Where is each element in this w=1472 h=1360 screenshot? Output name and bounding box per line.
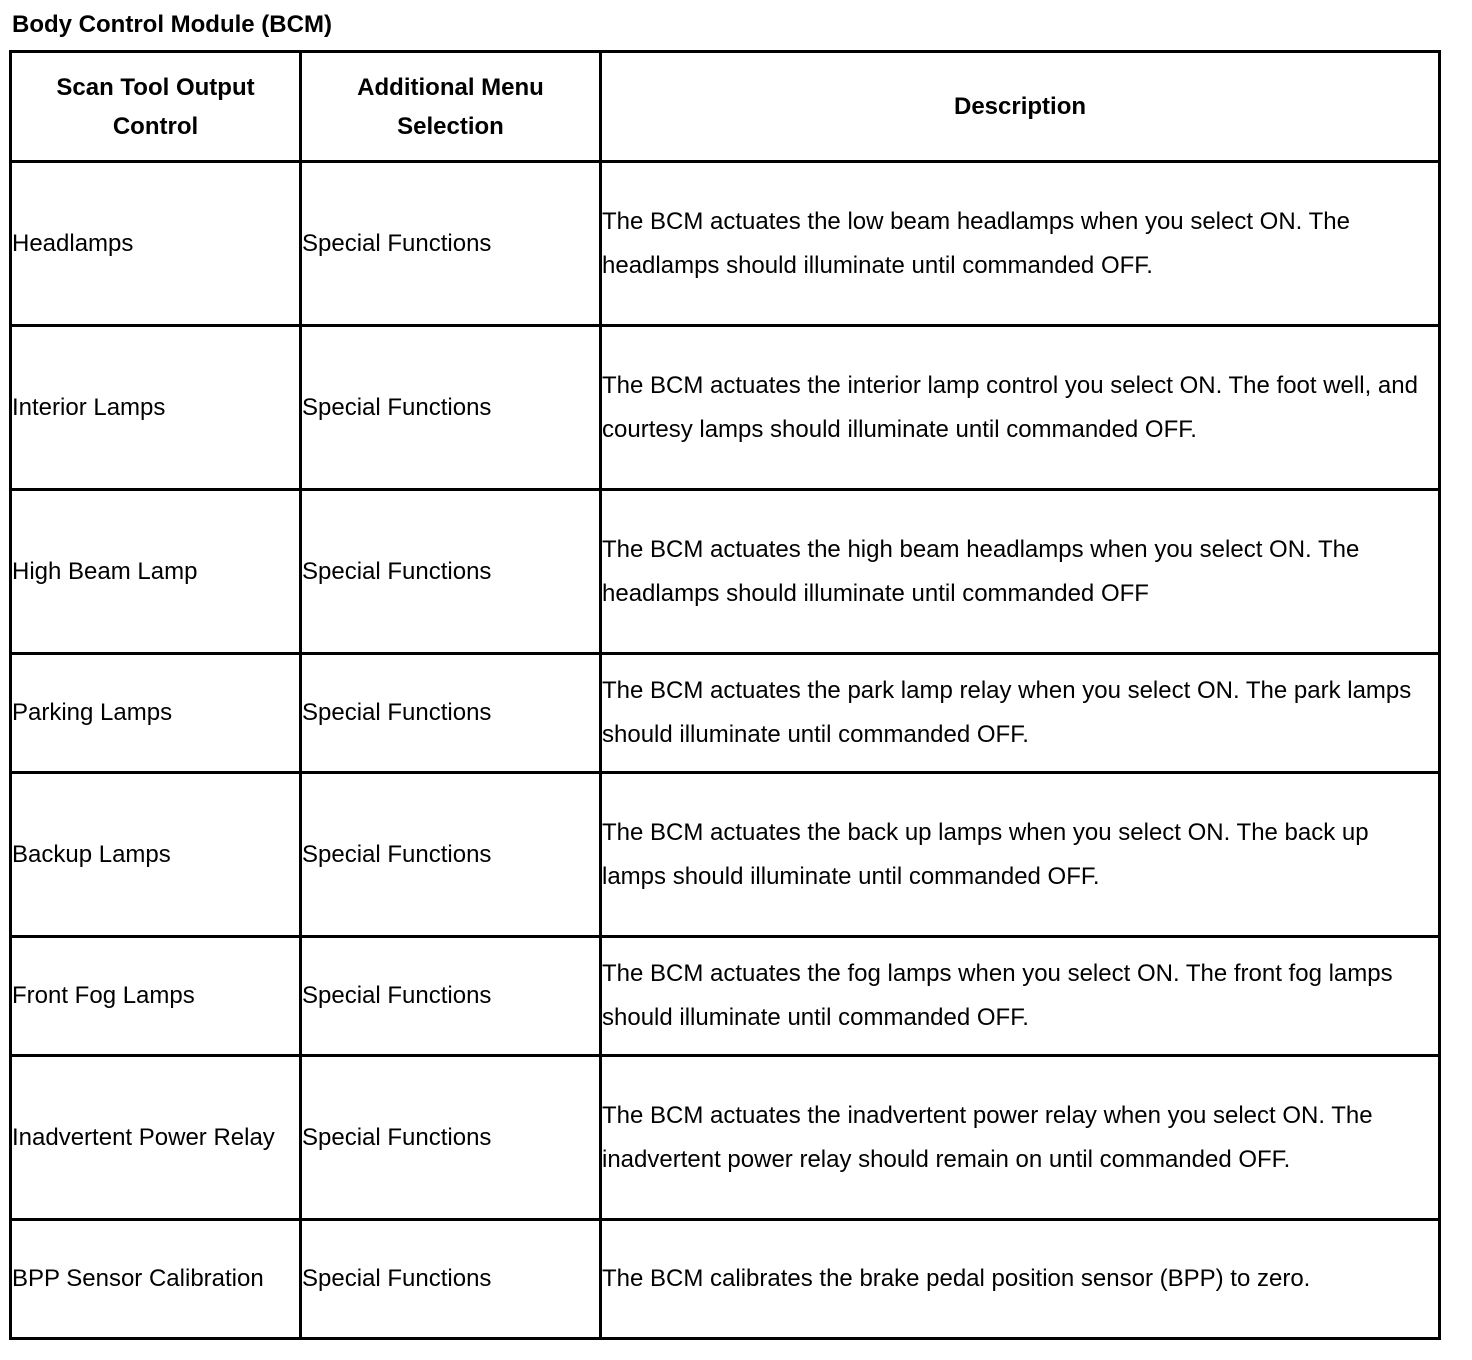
cell-output-control: High Beam Lamp (11, 490, 301, 654)
document-title: Body Control Module (BCM) (12, 11, 332, 38)
cell-description: The BCM actuates the inadvertent power relay when you select ON. The inadvertent power relay should remain on until commanded OFF. (601, 1056, 1440, 1220)
cell-description: The BCM actuates the high beam headlamps when you select ON. The headlamps should illuminate until commanded OFF (601, 490, 1440, 654)
cell-description: The BCM actuates the interior lamp control you select ON. The foot well, and courtesy lamps should illuminate until commanded OFF. (601, 326, 1440, 490)
cell-description: The BCM calibrates the brake pedal position sensor (BPP) to zero. (601, 1220, 1440, 1339)
cell-output-control: Headlamps (11, 162, 301, 326)
cell-description: The BCM actuates the back up lamps when you select ON. The back up lamps should illuminate until commanded OFF. (601, 773, 1440, 937)
table-header-row (11, 52, 1440, 162)
cell-menu-selection: Special Functions (301, 937, 601, 1056)
cell-description: The BCM actuates the fog lamps when you select ON. The front fog lamps should illuminate until commanded OFF. (601, 937, 1440, 1056)
table-row (11, 490, 1440, 654)
cell-output-control: Backup Lamps (11, 773, 301, 937)
cell-output-control: Parking Lamps (11, 654, 301, 773)
table-row (11, 773, 1440, 937)
table-row (11, 654, 1440, 773)
header-output-control: Scan Tool Output Control (11, 52, 301, 162)
cell-menu-selection: Special Functions (301, 162, 601, 326)
cell-output-control: BPP Sensor Calibration (11, 1220, 301, 1339)
table-row (11, 1220, 1440, 1339)
table-row (11, 162, 1440, 326)
bcm-output-control-table (9, 50, 1441, 1340)
cell-menu-selection: Special Functions (301, 1220, 601, 1339)
table-row (11, 937, 1440, 1056)
table-row (11, 326, 1440, 490)
cell-menu-selection: Special Functions (301, 654, 601, 773)
header-description: Description (601, 52, 1440, 162)
cell-description: The BCM actuates the park lamp relay when you select ON. The park lamps should illuminate until commanded OFF. (601, 654, 1440, 773)
cell-output-control: Inadvertent Power Relay (11, 1056, 301, 1220)
cell-description: The BCM actuates the low beam headlamps when you select ON. The headlamps should illuminate until commanded OFF. (601, 162, 1440, 326)
table-row (11, 1056, 1440, 1220)
cell-menu-selection: Special Functions (301, 773, 601, 937)
cell-output-control: Front Fog Lamps (11, 937, 301, 1056)
cell-menu-selection: Special Functions (301, 326, 601, 490)
header-menu-selection: Additional Menu Selection (301, 52, 601, 162)
cell-output-control: Interior Lamps (11, 326, 301, 490)
cell-menu-selection: Special Functions (301, 1056, 601, 1220)
cell-menu-selection: Special Functions (301, 490, 601, 654)
